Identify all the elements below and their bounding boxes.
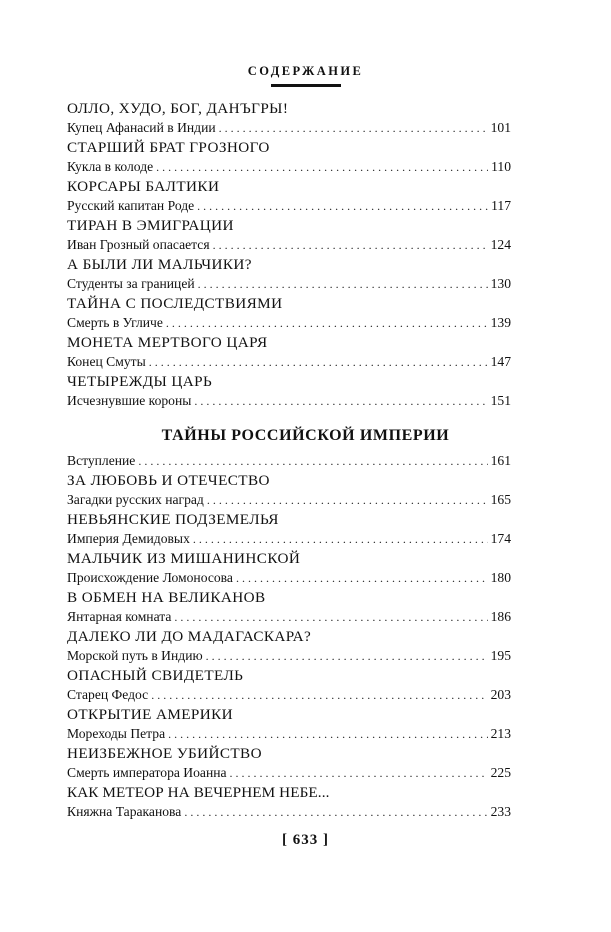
toc-entry [67, 334, 511, 371]
page-ref: 180 [490, 570, 511, 585]
toc-entry [67, 784, 511, 821]
dot-leader [230, 764, 488, 782]
chapter-subtitle: Старец Федос [67, 687, 149, 702]
dot-leader [193, 530, 488, 548]
dot-leader [206, 647, 488, 665]
toc-entry [67, 256, 511, 293]
chapter-title: КОРСАРЫ БАЛТИКИ [67, 178, 220, 195]
chapter-subtitle: Конец Смуты [67, 354, 146, 369]
toc-line [67, 119, 511, 137]
toc-line [67, 647, 511, 665]
dot-leader [149, 353, 488, 371]
dot-leader [236, 569, 488, 587]
dot-leader [207, 491, 488, 509]
toc-entry [67, 100, 511, 137]
chapter-title: В ОБМЕН НА ВЕЛИКАНОВ [67, 589, 266, 606]
toc-entry [67, 628, 511, 665]
toc-group-1 [67, 100, 511, 412]
toc-line [67, 608, 511, 626]
chapter-title: КАК МЕТЕОР НА ВЕЧЕРНЕМ НЕБЕ... [67, 784, 330, 801]
toc-line [67, 803, 511, 821]
page-ref: 139 [490, 315, 511, 330]
page-ref: 161 [490, 453, 511, 468]
toc-line [67, 197, 511, 215]
toc-line-intro [67, 452, 511, 470]
chapter-subtitle: Княжна Тараканова [67, 804, 182, 819]
toc-group-2 [67, 452, 511, 823]
toc-line [67, 686, 511, 704]
chapter-subtitle: Исчезнувшие короны [67, 393, 192, 408]
toc-entry [67, 139, 511, 176]
toc-entry [67, 667, 511, 704]
toc-entry [67, 178, 511, 215]
dot-leader [219, 119, 488, 137]
toc-line [67, 725, 511, 743]
page-ref: 225 [490, 765, 511, 780]
chapter-title: СТАРШИЙ БРАТ ГРОЗНОГО [67, 139, 270, 156]
toc-entry [67, 373, 511, 410]
page-ref: 130 [490, 276, 511, 291]
toc-entry [67, 511, 511, 548]
chapter-subtitle: Русский капитан Роде [67, 198, 195, 213]
dot-leader [213, 236, 488, 254]
page-header: СОДЕРЖАНИЕ [247, 64, 364, 78]
toc-line [67, 530, 511, 548]
toc-entry [67, 745, 511, 782]
chapter-title: ЗА ЛЮБОВЬ И ОТЕЧЕСТВО [67, 472, 270, 489]
chapter-subtitle: Морской путь в Индию [67, 648, 203, 663]
page-ref: 233 [490, 804, 511, 819]
chapter-subtitle: Загадки русских наград [67, 492, 204, 507]
chapter-subtitle: Смерть в Угличе [67, 315, 163, 330]
chapter-title: ОЛЛО, ХУДО, БОГ, ДАНЪГРЫ! [67, 100, 289, 117]
chapter-subtitle: Смерть императора Иоанна [67, 765, 227, 780]
toc-entry [67, 589, 511, 626]
chapter-subtitle: Студенты за границей [67, 276, 195, 291]
toc-entry [67, 472, 511, 509]
dot-leader [198, 275, 488, 293]
toc-entry [67, 295, 511, 332]
dot-leader [168, 725, 487, 743]
chapter-subtitle: Империя Демидовых [67, 531, 190, 546]
dot-leader [197, 197, 488, 215]
chapter-title: НЕВЬЯНСКИЕ ПОДЗЕМЕЛЬЯ [67, 511, 279, 528]
chapter-title: А БЫЛИ ЛИ МАЛЬЧИКИ? [67, 256, 252, 273]
chapter-subtitle: Кукла в колоде [67, 159, 154, 174]
chapter-title: ОТКРЫТИЕ АМЕРИКИ [67, 706, 234, 723]
page-ref: 101 [490, 120, 511, 135]
header-divider [271, 84, 341, 87]
page-ref: 117 [491, 198, 511, 213]
chapter-subtitle: Иван Грозный опасается [67, 237, 210, 252]
intro-label: Вступление [67, 453, 136, 468]
chapter-subtitle: Купец Афанасий в Индии [67, 120, 216, 135]
chapter-title: ОПАСНЫЙ СВИДЕТЕЛЬ [67, 667, 244, 684]
page-ref: 151 [490, 393, 511, 408]
toc-line [67, 158, 511, 176]
dot-leader [184, 803, 487, 821]
toc-line [67, 764, 511, 782]
section-heading: ТАЙНЫ РОССИЙСКОЙ ИМПЕРИИ [161, 427, 450, 444]
toc-entry [67, 217, 511, 254]
dot-leader [194, 392, 487, 410]
chapter-title: ТИРАН В ЭМИГРАЦИИ [67, 217, 234, 234]
toc-line [67, 314, 511, 332]
chapter-title: ЧЕТЫРЕЖДЫ ЦАРЬ [67, 373, 213, 390]
chapter-subtitle: Мореходы Петра [67, 726, 166, 741]
page-ref: 110 [491, 159, 511, 174]
toc-line [67, 392, 511, 410]
dot-leader [166, 314, 488, 332]
chapter-title: МОНЕТА МЕРТВОГО ЦАРЯ [67, 334, 268, 351]
dot-leader [151, 686, 487, 704]
toc-line [67, 236, 511, 254]
chapter-title: МАЛЬЧИК ИЗ МИШАНИНСКОЙ [67, 550, 301, 567]
toc-line [67, 569, 511, 587]
page-ref: 203 [490, 687, 511, 702]
dot-leader [138, 452, 487, 470]
toc-line [67, 275, 511, 293]
chapter-subtitle: Происхождение Ломоносова [67, 570, 233, 585]
dot-leader [174, 608, 487, 626]
page-ref: 147 [490, 354, 511, 369]
page-ref: 213 [490, 726, 511, 741]
page-ref: 165 [490, 492, 511, 507]
chapter-title: ДАЛЕКО ЛИ ДО МАДАГАСКАРА? [67, 628, 312, 645]
toc-entry [67, 550, 511, 587]
page-ref: 186 [490, 609, 511, 624]
dot-leader [156, 158, 488, 176]
chapter-subtitle: Янтарная комната [67, 609, 172, 624]
page-ref: 174 [490, 531, 511, 546]
toc-line [67, 491, 511, 509]
chapter-title: НЕИЗБЕЖНОЕ УБИЙСТВО [67, 745, 262, 762]
page-ref: 124 [490, 237, 511, 252]
toc-entry [67, 706, 511, 743]
toc-line [67, 353, 511, 371]
page-ref: 195 [490, 648, 511, 663]
chapter-title: ТАЙНА С ПОСЛЕДСТВИЯМИ [67, 295, 283, 312]
page-number: [ 633 ] [282, 832, 329, 848]
